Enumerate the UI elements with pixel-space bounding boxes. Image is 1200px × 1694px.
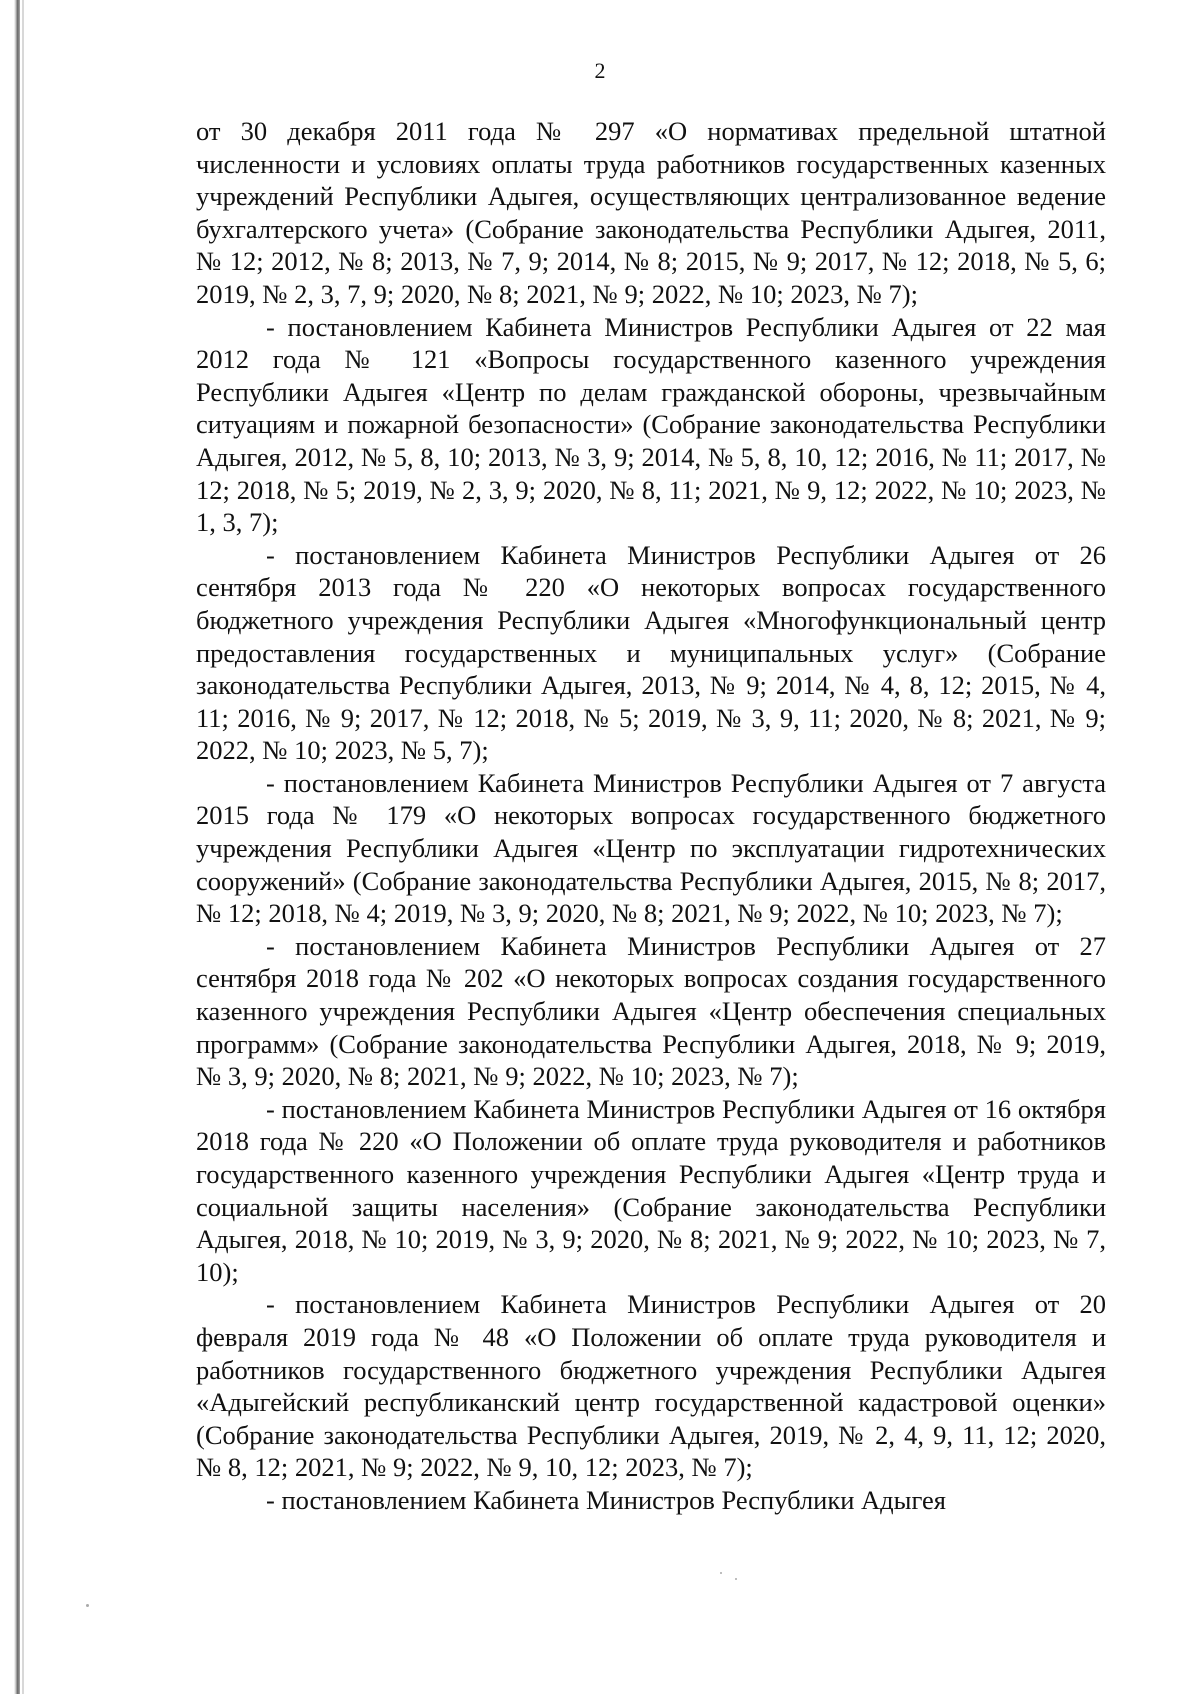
scan-edge-line	[22, 0, 24, 1694]
paragraph-resolution-trailing: - постановлением Кабинета Министров Республики Адыгея	[266, 1484, 946, 1515]
paragraph-resolution-2019-48: - постановлением Кабинета Министров Республики Адыгея от 20 февраля 2019 года № 48 «О Положении об оплате труда руководителя и работников государственного бюджетного учреждения Республики Адыгея «Адыгейский республиканский центр государственной кадастровой оценки» (Собрание законодательства Республики Адыгея, 2019, № 2, 4, 9, 11, 12; 2020, № 8, 12; 2021, № 9; 2022, № 9, 10, 12; 2023, № 7);	[196, 1289, 1106, 1483]
scan-edge-shadow	[14, 0, 20, 1694]
paragraph-resolution-2012-121: - постановлением Кабинета Министров Республики Адыгея от 22 мая 2012 года № 121 «Вопросы государственного казенного учреждения Республики Адыгея «Центр по делам гражданской обороны, чрезвычайным ситуациям и пожарной безопасности» (Собрание законодательства Республики Адыгея, 2012, № 5, 8, 10; 2013, № 3, 9; 2014, № 5, 8, 10, 12; 2016, № 11; 2017, № 12; 2018, № 5; 2019, № 2, 3, 9; 2020, № 8, 11; 2021, № 9, 12; 2022, № 10; 2023, № 1, 3, 7);	[196, 311, 1106, 538]
paragraph-resolution-2018-202: - постановлением Кабинета Министров Республики Адыгея от 27 сентября 2018 года № 202 «О некоторых вопросах создания государственного казенного учреждения Республики Адыгея «Центр обеспечения специальных программ» (Собрание законодательства Республики Адыгея, 2018, № 9; 2019, № 3, 9; 2020, № 8; 2021, № 9; 2022, № 10; 2023, № 7);	[196, 930, 1106, 1092]
scan-speck	[720, 1572, 722, 1574]
paragraph-continuation: от 30 декабря 2011 года № 297 «О нормативах предельной штатной численности и условиях оплаты труда работников государственных казенных учреждений Республики Адыгея, осуществляющих централизованное ведение бухгалтерского учета» (Собрание законодательства Республики Адыгея, 2011, № 12; 2012, № 8; 2013, № 7, 9; 2014, № 8; 2015, № 9; 2017, № 12; 2018, № 5, 6; 2019, № 2, 3, 7, 9; 2020, № 8; 2021, № 9; 2022, № 10; 2023, № 7);	[196, 116, 1106, 309]
page-number: 2	[594, 58, 606, 83]
scan-speck	[735, 1578, 737, 1580]
scan-speck	[86, 1604, 89, 1607]
paragraph-resolution-2013-220: - постановлением Кабинета Министров Республики Адыгея от 26 сентября 2013 года № 220 «О некоторых вопросах государственного бюджетного учреждения Республики Адыгея «Многофункциональный центр предоставления государственных и муниципальных услуг» (Собрание законодательства Республики Адыгея, 2013, № 9; 2014, № 4, 8, 12; 2015, № 4, 11; 2016, № 9; 2017, № 12; 2018, № 5; 2019, № 3, 9, 11; 2020, № 8; 2021, № 9; 2022, № 10; 2023, № 5, 7);	[196, 539, 1106, 766]
paragraph-resolution-2018-220: - постановлением Кабинета Министров Республики Адыгея от 16 октября 2018 года № 220 «О Положении об оплате труда руководителя и работников государственного казенного учреждения Республики Адыгея «Центр труда и социальной защиты населения» (Собрание законодательства Республики Адыгея, 2018, № 10; 2019, № 3, 9; 2020, № 8; 2021, № 9; 2022, № 10; 2023, № 7, 10);	[196, 1093, 1106, 1287]
document-body	[196, 115, 1106, 1517]
paragraph-resolution-2015-179: - постановлением Кабинета Министров Республики Адыгея от 7 августа 2015 года № 179 «О некоторых вопросах государственного бюджетного учреждения Республики Адыгея «Центр по эксплуатации гидротехнических сооружений» (Собрание законодательства Республики Адыгея, 2015, № 8; 2017, № 12; 2018, № 4; 2019, № 3, 9; 2020, № 8; 2021, № 9; 2022, № 10; 2023, № 7);	[196, 767, 1106, 929]
